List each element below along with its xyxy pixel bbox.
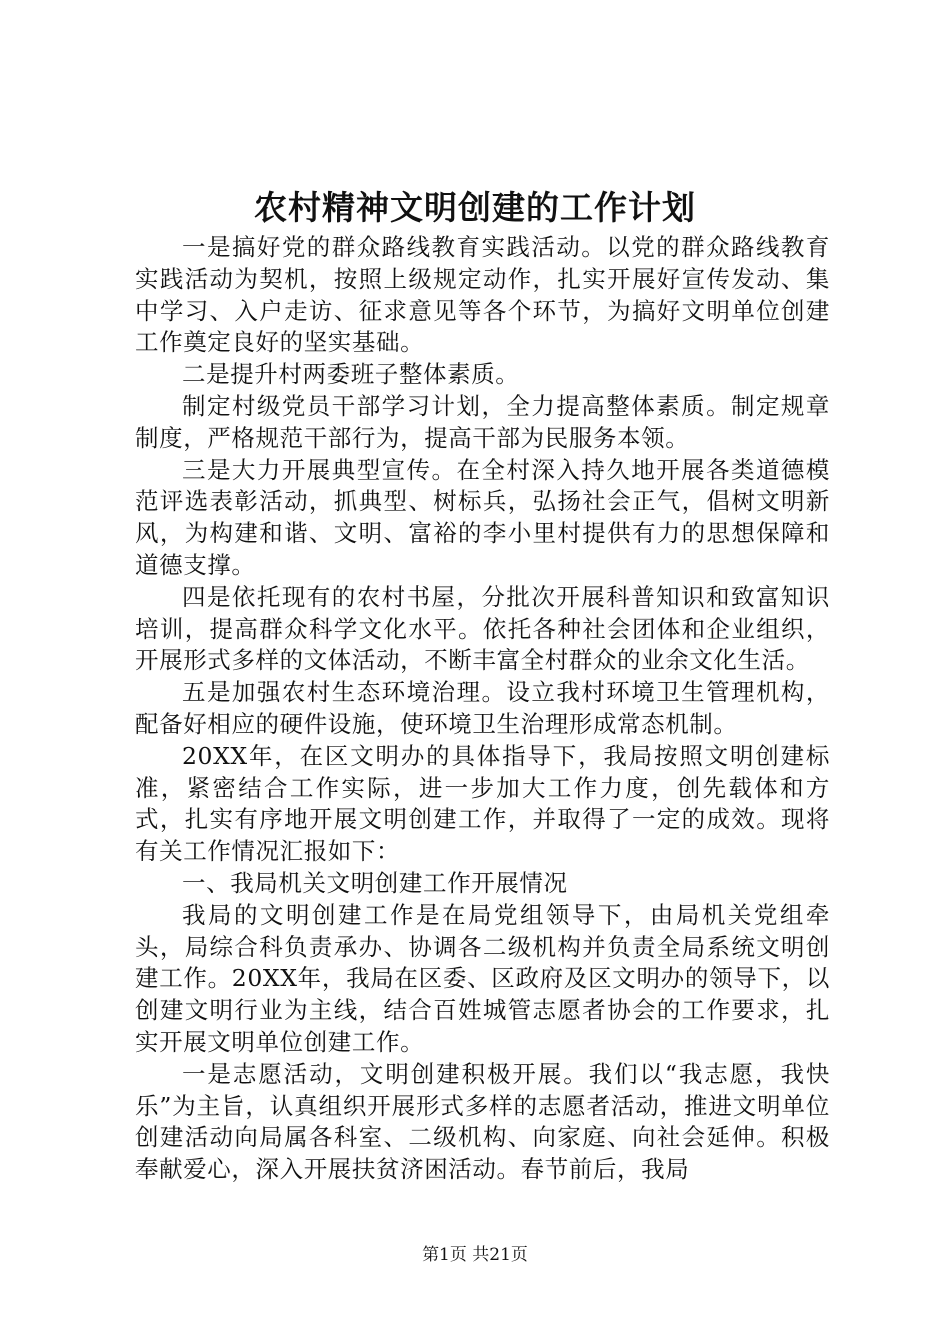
paragraph: 三是大力开展典型宣传。在全村深入持久地开展各类道德模范评选表彰活动，抓典型、树标兵，弘扬社会正气，倡树文明新风，为构建和谐、文明、富裕的李小里村提供有力的思想保障和道德支撑。 [135, 455, 830, 579]
document-title: 农村精神文明创建的工作计划 [254, 188, 696, 227]
paragraph: 制定村级党员干部学习计划，全力提高整体素质。制定规章制度，严格规范干部行为，提高干部为民服务本领。 [135, 391, 830, 452]
paragraph: 一是搞好党的群众路线教育实践活动。以党的群众路线教育实践活动为契机，按照上级规定动作，扎实开展好宣传发动、集中学习、入户走访、征求意见等各个环节，为搞好文明单位创建工作奠定良好的坚实基础。 [135, 233, 830, 357]
paragraph: 四是依托现有的农村书屋，分批次开展科普知识和致富知识培训，提高群众科学文化水平。依托各种社会团体和企业组织，开展形式多样的文体活动，不断丰富全村群众的业余文化生活。 [135, 582, 830, 675]
page-footer: 第1页 共21页 [422, 1245, 528, 1265]
paragraph: 五是加强农村生态环境治理。设立我村环境卫生管理机构，配备好相应的硬件设施，使环境卫生治理形成常态机制。 [135, 678, 830, 738]
paragraph: 20XX年，在区文明办的具体指导下，我局按照文明创建标准，紧密结合工作实际，进一步加大工作力度，创先载体和方式，扎实有序地开展文明创建工作，并取得了一定的成效。现将有关工作情况汇报如下： [135, 741, 830, 866]
paragraph: 我局的文明创建工作是在局党组领导下，由局机关党组牵头，局综合科负责承办、协调各二级机构并负责全局系统文明创建工作。20XX年，我局在区委、区政府及区文明办的领导下，以创建文明行业为主线，结合百姓城管志愿者协会的工作要求，扎实开展文明单位创建工作。 [135, 900, 830, 1056]
document-body [135, 232, 830, 1186]
paragraph: 二是提升村两委班子整体素质。 [182, 360, 520, 389]
section-heading: 一、我局机关文明创建工作开展情况 [182, 868, 568, 897]
paragraph: 一是志愿活动，文明创建积极开展。我们以“我志愿，我快乐”为主旨，认真组织开展形式多样的志愿者活动，推进文明单位创建活动向局属各科室、二级机构、向家庭、向社会延伸。积极奉献爱心，深入开展扶贫济困活动。春节前后，我局 [135, 1059, 830, 1184]
